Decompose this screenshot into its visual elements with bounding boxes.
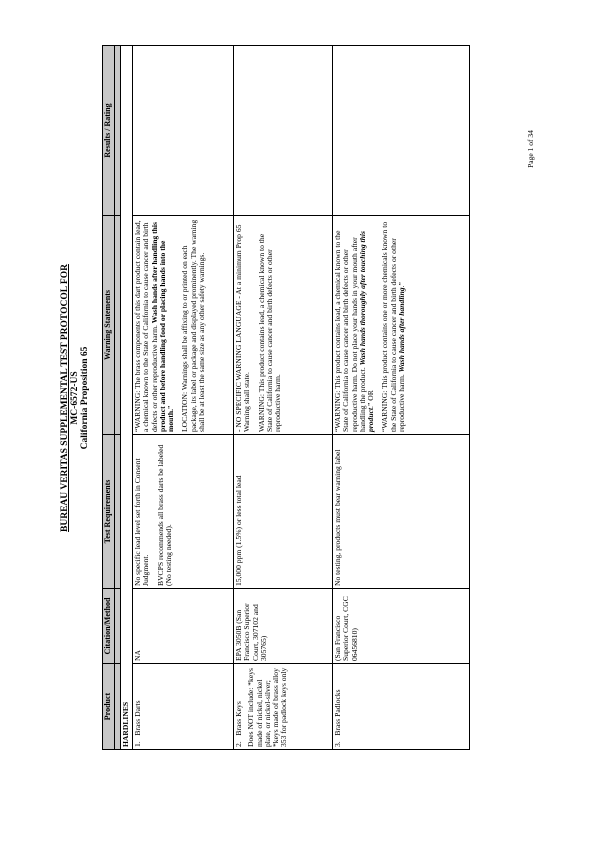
product-cell bbox=[133, 664, 234, 750]
requirement-text: No specific lead level set forth in Consent Judgment. bbox=[133, 458, 151, 586]
warning-text: “WARNING: This product contains lead, a chemical known to the State of California to cause cancer and birth defects or other reproductive harm. Do not place your hands in your mouth after handling the product. bbox=[333, 230, 367, 432]
product-name: 3. Brass Padlocks bbox=[333, 689, 342, 747]
section-row bbox=[121, 46, 133, 750]
table-row bbox=[234, 46, 333, 750]
warnings-cell bbox=[133, 216, 234, 435]
document-title: BUREAU VERITAS SUPPLEMENTAL TEST PROTOCOL FOR bbox=[60, 264, 70, 532]
requirement-text: No testing, products must bear warning label bbox=[333, 449, 342, 586]
requirements-cell bbox=[133, 435, 234, 589]
results-cell bbox=[234, 46, 333, 216]
warning-statement: WARNING: This product contains lead, a chemical known to the State of California to cause cancer and birth defects or other reproductive harm. bbox=[256, 233, 283, 432]
table-row bbox=[133, 46, 234, 750]
warning-text: .” OR bbox=[366, 390, 376, 408]
warning-statement bbox=[134, 218, 175, 432]
column-header-product: Product bbox=[103, 664, 115, 750]
warnings-cell bbox=[333, 216, 470, 435]
warning-text: “WARNING: This product contains one or more chemicals known to the State of California to cause cancer and birth defects or other reproductive harm. bbox=[380, 221, 407, 432]
warning-emphasis: Wash hands thoroughly after touching this product bbox=[357, 231, 376, 432]
warnings-cell bbox=[234, 216, 333, 435]
warning-text: ” bbox=[166, 405, 176, 409]
warning-statement: - NO SPECIFIC WARNING LANGUAGE - At a minimum Prop 65 Warning shall state. bbox=[234, 224, 252, 432]
table-row bbox=[333, 46, 470, 750]
product-note: Does NOT include: *keys made of nickel, nickel plate, or nickel-silver; *keys made of brass alloy 353 for padlock keys only bbox=[246, 667, 289, 747]
document-header bbox=[60, 46, 90, 750]
warning-location: LOCATION: Warnings shall be affixing to or printed on each package, its label or package and displayed prominently. The warning shall be at least the same size as any other safety warnings. bbox=[180, 219, 207, 432]
warning-emphasis: Wash hands after handling bbox=[397, 287, 407, 373]
column-header-warnings: Warning Statements bbox=[103, 216, 115, 435]
results-cell bbox=[133, 46, 234, 216]
column-header-results: Results / Rating bbox=[103, 46, 115, 216]
requirements-cell bbox=[234, 435, 333, 589]
citation-cell: EPA 3050B (San Francisco Superior Court, 307102 and 305765) bbox=[234, 589, 333, 664]
column-header-requirements: Test Requirements bbox=[103, 435, 115, 589]
warning-statement bbox=[381, 218, 406, 432]
results-cell bbox=[333, 46, 470, 216]
product-cell bbox=[234, 664, 333, 750]
citation-cell: (San Francisco Superior Court, CGC 06456810) bbox=[333, 589, 470, 664]
requirement-text: 15,000 ppm (1.5%) or less total lead bbox=[234, 475, 243, 586]
document-subtitle: California Proposition 65 bbox=[80, 346, 90, 450]
product-name: 1. Brass Darts bbox=[133, 700, 142, 747]
warning-text: .” bbox=[397, 282, 407, 288]
warning-emphasis: Wash hands after handling this product and before handling food or placing hands into the mouth. bbox=[149, 222, 176, 432]
product-cell bbox=[333, 664, 470, 750]
citation-cell: NA bbox=[133, 589, 234, 664]
warning-text: “WARNING: The brass components of this dart product contain lead, a chemical known to the State of California to cause cancer and birth defects or other reproductive harm. bbox=[133, 220, 159, 432]
product-name: 2. Brass Keys bbox=[234, 701, 243, 747]
table-header-row bbox=[103, 46, 115, 750]
column-header-citation: Citation/Method bbox=[103, 589, 115, 664]
document-page bbox=[60, 46, 540, 750]
section-heading: HARDLINES bbox=[121, 46, 133, 750]
protocol-table bbox=[102, 45, 470, 750]
warning-statement bbox=[334, 218, 375, 432]
requirement-text: BVCPS recommends all brass darts be labeled (No testing needed). bbox=[155, 444, 173, 586]
page-number: Page 1 of 34 bbox=[526, 130, 535, 168]
protocol-id: MC-6572-US bbox=[70, 371, 80, 425]
requirements-cell bbox=[333, 435, 470, 589]
